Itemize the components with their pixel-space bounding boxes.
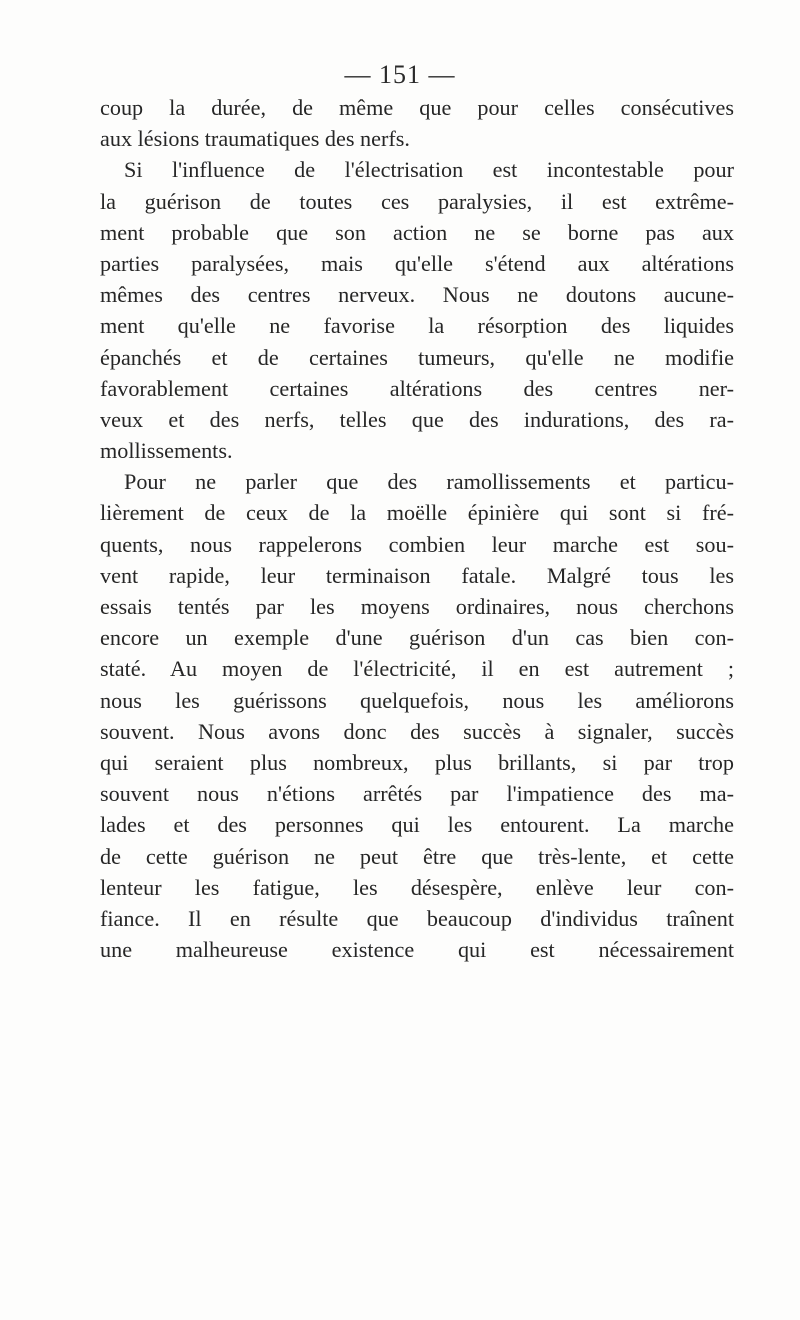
text-line: mollissements. (100, 438, 233, 464)
text-line: fiance. Il en résulte que beaucoup d'individus traînent (100, 905, 734, 931)
body-text (100, 92, 734, 965)
text-line: veux et des nerfs, telles que des indurations, des ra- (100, 406, 734, 432)
text-line: Pour ne parler que des ramollissements et particu- (124, 469, 734, 495)
text-line: lades et des personnes qui les entourent. La marche (100, 812, 734, 838)
text-line: staté. Au moyen de l'électricité, il en est autrement ; (100, 656, 734, 682)
text-line: Si l'influence de l'électrisation est incontestable pour (124, 157, 734, 183)
text-line: qui seraient plus nombreux, plus brillants, si par trop (100, 749, 734, 775)
text-line: mêmes des centres nerveux. Nous ne doutons aucune- (100, 282, 734, 308)
text-line: vent rapide, leur terminaison fatale. Malgré tous les (100, 562, 734, 588)
text-line: lenteur les fatigue, les désespère, enlève leur con- (100, 874, 734, 900)
text-line: lièrement de ceux de la moëlle épinière qui sont si fré- (100, 500, 734, 526)
text-line: favorablement certaines altérations des centres ner- (100, 375, 734, 401)
text-line: de cette guérison ne peut être que très-lente, et cette (100, 843, 734, 869)
text-line: épanchés et de certaines tumeurs, qu'elle ne modifie (100, 344, 734, 370)
text-line: nous les guérissons quelquefois, nous les améliorons (100, 687, 734, 713)
text-line: ment qu'elle ne favorise la résorption des liquides (100, 313, 734, 339)
text-line: souvent nous n'étions arrêtés par l'impatience des ma- (100, 781, 734, 807)
text-line: parties paralysées, mais qu'elle s'étend aux altérations (100, 250, 734, 276)
text-line: la guérison de toutes ces paralysies, il est extrême- (100, 188, 734, 214)
text-line: encore un exemple d'une guérison d'un cas bien con- (100, 625, 734, 651)
text-line: quents, nous rappelerons combien leur marche est sou- (100, 531, 734, 557)
text-line: aux lésions traumatiques des nerfs. (100, 126, 410, 152)
text-line: coup la durée, de même que pour celles consécutives (100, 95, 734, 120)
text-line: souvent. Nous avons donc des succès à signaler, succès (100, 718, 734, 744)
text-line: ment probable que son action ne se borne pas aux (100, 219, 734, 245)
text-line: une malheureuse existence qui est nécessairement (100, 937, 734, 963)
page-number: — 151 — (344, 60, 456, 89)
text-line: essais tentés par les moyens ordinaires, nous cherchons (100, 594, 734, 619)
